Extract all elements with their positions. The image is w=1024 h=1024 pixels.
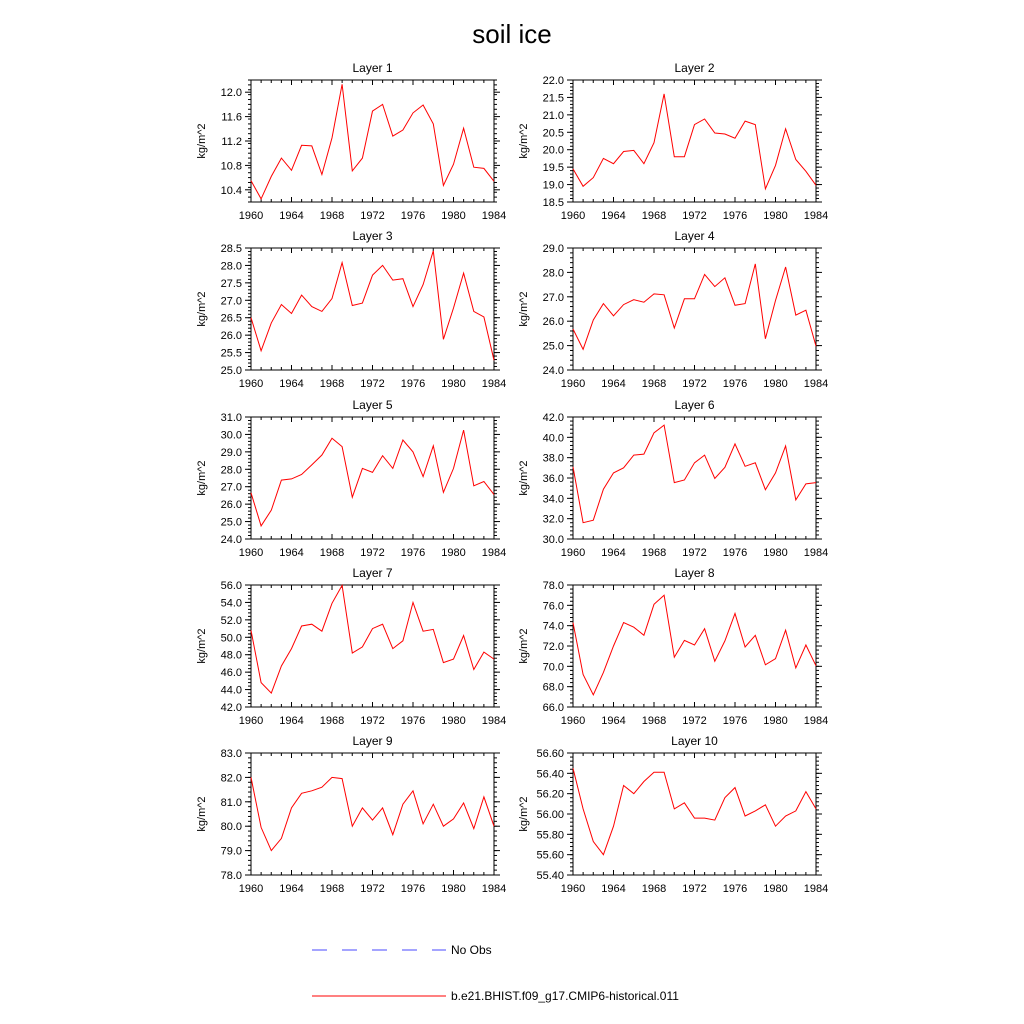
y-tick-label: 78.0: [542, 580, 564, 592]
y-tick-label: 56.20: [536, 788, 564, 801]
panel-layer-8: [518, 566, 828, 727]
y-tick-label: 12.0: [220, 87, 242, 100]
x-tick-label: 1968: [641, 378, 667, 390]
y-tick-label: 70.0: [542, 661, 564, 674]
x-tick-label: 1984: [481, 715, 507, 727]
y-tick-label: 18.5: [542, 197, 564, 209]
panel-title: Layer 5: [352, 398, 393, 412]
x-tick-label: 1980: [441, 210, 466, 222]
y-tick-label: 28.0: [220, 260, 242, 273]
y-axis-label: kg/m^2: [196, 291, 208, 327]
x-tick-label: 1960: [560, 547, 586, 559]
plot-frame: [251, 753, 494, 875]
panel-title: Layer 6: [674, 398, 715, 412]
y-tick-label: 32.0: [542, 513, 564, 526]
y-tick-label: 25.0: [220, 365, 242, 377]
plot-frame: [251, 248, 494, 370]
y-tick-label: 19.5: [542, 162, 564, 175]
x-tick-label: 1972: [682, 210, 707, 222]
y-tick-label: 26.0: [220, 499, 242, 512]
series-line-model: [251, 84, 494, 199]
y-tick-label: 55.40: [536, 870, 564, 882]
x-tick-label: 1976: [400, 210, 426, 222]
x-tick-label: 1980: [763, 210, 788, 222]
x-tick-label: 1960: [238, 378, 264, 390]
series-line-model: [251, 430, 494, 526]
y-tick-label: 79.0: [220, 845, 242, 858]
x-tick-label: 1968: [641, 210, 667, 222]
y-tick-label: 27.0: [220, 481, 242, 494]
y-tick-label: 56.40: [536, 768, 564, 781]
y-tick-label: 27.0: [542, 291, 564, 304]
x-tick-label: 1960: [238, 210, 264, 222]
x-tick-label: 1972: [682, 715, 707, 727]
x-tick-label: 1984: [481, 378, 507, 390]
x-tick-label: 1976: [722, 547, 748, 559]
x-tick-label: 1968: [319, 547, 345, 559]
series-line-model: [251, 251, 494, 360]
panel-title: Layer 4: [674, 229, 715, 243]
y-tick-label: 24.0: [220, 534, 242, 546]
panel-title: Layer 2: [674, 61, 715, 75]
x-tick-label: 1964: [279, 378, 304, 390]
y-tick-label: 29.0: [542, 243, 564, 255]
x-tick-label: 1972: [682, 547, 707, 559]
plot-frame: [573, 417, 816, 539]
series-line-model: [573, 264, 816, 349]
x-tick-label: 1960: [560, 883, 586, 895]
panel-layer-7: [196, 566, 506, 727]
y-tick-label: 21.0: [542, 109, 564, 122]
y-tick-label: 26.0: [542, 316, 564, 329]
plot-frame: [573, 80, 816, 202]
panel-layer-9: [196, 734, 506, 895]
y-tick-label: 44.0: [220, 684, 242, 697]
x-tick-label: 1984: [803, 715, 829, 727]
panel-grid: [196, 61, 828, 895]
x-tick-label: 1976: [722, 378, 748, 390]
x-tick-label: 1960: [560, 378, 586, 390]
y-tick-label: 56.0: [220, 580, 242, 592]
y-tick-label: 48.0: [220, 649, 242, 662]
y-tick-label: 30.0: [542, 534, 564, 546]
x-tick-label: 1980: [763, 547, 788, 559]
x-tick-label: 1984: [481, 883, 507, 895]
y-tick-label: 29.0: [220, 446, 242, 459]
x-tick-label: 1984: [803, 210, 829, 222]
y-tick-label: 20.5: [542, 127, 564, 140]
y-tick-label: 81.0: [220, 796, 242, 809]
x-tick-label: 1976: [722, 715, 748, 727]
series-line-model: [251, 777, 494, 850]
panel-title: Layer 8: [674, 566, 715, 580]
x-tick-label: 1960: [560, 715, 586, 727]
y-tick-label: 46.0: [220, 667, 242, 680]
x-tick-label: 1976: [400, 883, 426, 895]
y-axis-label: kg/m^2: [518, 628, 530, 664]
x-tick-label: 1980: [763, 378, 788, 390]
y-tick-label: 78.0: [220, 870, 242, 882]
x-tick-label: 1960: [560, 210, 586, 222]
legend: [312, 943, 679, 1003]
x-tick-label: 1972: [360, 883, 385, 895]
panel-layer-2: [518, 61, 828, 222]
x-tick-label: 1976: [400, 547, 426, 559]
x-tick-label: 1968: [319, 715, 345, 727]
x-tick-label: 1964: [279, 547, 304, 559]
y-tick-label: 26.0: [220, 330, 242, 343]
x-tick-label: 1960: [238, 715, 264, 727]
y-tick-label: 56.00: [536, 809, 564, 821]
panel-layer-5: [196, 398, 506, 559]
x-tick-label: 1976: [400, 715, 426, 727]
y-axis-label: kg/m^2: [196, 460, 208, 496]
y-tick-label: 56.60: [536, 748, 564, 760]
plot-frame: [251, 80, 494, 202]
x-tick-label: 1972: [360, 547, 385, 559]
x-tick-label: 1972: [682, 378, 707, 390]
x-tick-label: 1964: [601, 715, 626, 727]
y-tick-label: 10.8: [220, 160, 242, 173]
y-axis-label: kg/m^2: [518, 796, 530, 832]
y-tick-label: 76.0: [542, 600, 564, 613]
x-tick-label: 1976: [400, 378, 426, 390]
x-tick-label: 1964: [601, 883, 626, 895]
x-tick-label: 1984: [803, 547, 829, 559]
y-axis-label: kg/m^2: [518, 460, 530, 496]
x-tick-label: 1972: [360, 378, 385, 390]
x-tick-label: 1968: [641, 547, 667, 559]
y-tick-label: 55.80: [536, 829, 564, 842]
x-tick-label: 1968: [319, 883, 345, 895]
y-tick-label: 66.0: [542, 702, 564, 714]
x-tick-label: 1980: [441, 715, 466, 727]
y-tick-label: 25.5: [220, 347, 242, 360]
x-tick-label: 1968: [641, 883, 667, 895]
x-tick-label: 1968: [319, 210, 345, 222]
x-tick-label: 1964: [601, 547, 626, 559]
y-axis-label: kg/m^2: [196, 628, 208, 664]
series-line-model: [573, 768, 816, 855]
y-tick-label: 28.0: [542, 267, 564, 280]
y-tick-label: 30.0: [220, 429, 242, 442]
x-tick-label: 1968: [641, 715, 667, 727]
x-tick-label: 1964: [279, 715, 304, 727]
x-tick-label: 1960: [238, 883, 264, 895]
legend-obs-label: No Obs: [451, 943, 492, 957]
y-tick-label: 26.5: [220, 312, 242, 325]
x-tick-label: 1980: [763, 715, 788, 727]
panel-layer-6: [518, 398, 828, 559]
legend-model-label: b.e21.BHIST.f09_g17.CMIP6-historical.011: [451, 989, 679, 1003]
y-tick-label: 55.60: [536, 849, 564, 862]
y-tick-label: 83.0: [220, 748, 242, 760]
x-tick-label: 1972: [682, 883, 707, 895]
y-tick-label: 36.0: [542, 473, 564, 485]
x-tick-label: 1980: [763, 883, 788, 895]
y-tick-label: 68.0: [542, 681, 564, 694]
x-tick-label: 1964: [279, 883, 304, 895]
y-tick-label: 11.2: [221, 136, 242, 148]
panel-title: Layer 7: [352, 566, 393, 580]
x-tick-label: 1980: [441, 547, 466, 559]
y-tick-label: 80.0: [220, 821, 242, 834]
x-tick-label: 1984: [803, 883, 829, 895]
x-tick-label: 1968: [319, 378, 345, 390]
plot-frame: [251, 417, 494, 539]
plot-frame: [573, 248, 816, 370]
series-line-model: [573, 425, 816, 523]
x-tick-label: 1984: [481, 547, 507, 559]
y-tick-label: 22.0: [542, 75, 564, 87]
y-tick-label: 11.6: [221, 111, 242, 124]
series-line-model: [573, 94, 816, 189]
plot-frame: [251, 585, 494, 707]
x-tick-label: 1984: [803, 378, 829, 390]
panel-title: Layer 3: [352, 229, 393, 243]
y-tick-label: 28.0: [220, 464, 242, 477]
x-tick-label: 1980: [441, 378, 466, 390]
y-tick-label: 24.0: [542, 365, 564, 377]
y-tick-label: 38.0: [542, 452, 564, 465]
panel-layer-3: [196, 229, 506, 390]
y-tick-label: 54.0: [220, 597, 242, 610]
x-tick-label: 1964: [601, 210, 626, 222]
y-axis-label: kg/m^2: [518, 123, 530, 159]
x-tick-label: 1976: [722, 883, 748, 895]
panel-title: Layer 10: [671, 734, 718, 748]
series-line-model: [573, 595, 816, 695]
series-line-model: [251, 585, 494, 693]
y-tick-label: 10.4: [220, 184, 242, 197]
y-tick-label: 27.0: [220, 295, 242, 308]
y-tick-label: 40.0: [542, 432, 564, 445]
panel-title: Layer 1: [352, 61, 393, 75]
y-tick-label: 50.0: [220, 632, 242, 645]
x-tick-label: 1976: [722, 210, 748, 222]
y-tick-label: 31.0: [220, 412, 242, 424]
panel-layer-10: [518, 734, 828, 895]
y-tick-label: 82.0: [220, 772, 242, 785]
figure-title: soil ice: [472, 19, 552, 49]
panel-layer-4: [518, 229, 828, 390]
x-tick-label: 1972: [360, 715, 385, 727]
panel-layer-1: [196, 61, 506, 222]
y-tick-label: 25.0: [220, 516, 242, 529]
x-tick-label: 1984: [481, 210, 507, 222]
y-tick-label: 19.0: [542, 179, 564, 192]
panel-title: Layer 9: [352, 734, 393, 748]
x-tick-label: 1980: [441, 883, 466, 895]
y-tick-label: 52.0: [220, 614, 242, 627]
y-tick-label: 42.0: [220, 702, 242, 714]
y-tick-label: 21.5: [542, 92, 564, 105]
y-tick-label: 25.0: [542, 340, 564, 353]
y-tick-label: 27.5: [220, 277, 242, 290]
y-tick-label: 74.0: [542, 620, 564, 633]
x-tick-label: 1964: [279, 210, 304, 222]
y-tick-label: 28.5: [220, 243, 242, 255]
x-tick-label: 1960: [238, 547, 264, 559]
plot-frame: [573, 753, 816, 875]
y-tick-label: 42.0: [542, 412, 564, 424]
y-tick-label: 72.0: [542, 641, 564, 653]
y-tick-label: 20.0: [542, 144, 564, 157]
y-tick-label: 34.0: [542, 493, 564, 506]
y-axis-label: kg/m^2: [518, 291, 530, 327]
y-axis-label: kg/m^2: [196, 123, 208, 159]
x-tick-label: 1964: [601, 378, 626, 390]
x-tick-label: 1972: [360, 210, 385, 222]
y-axis-label: kg/m^2: [196, 796, 208, 832]
